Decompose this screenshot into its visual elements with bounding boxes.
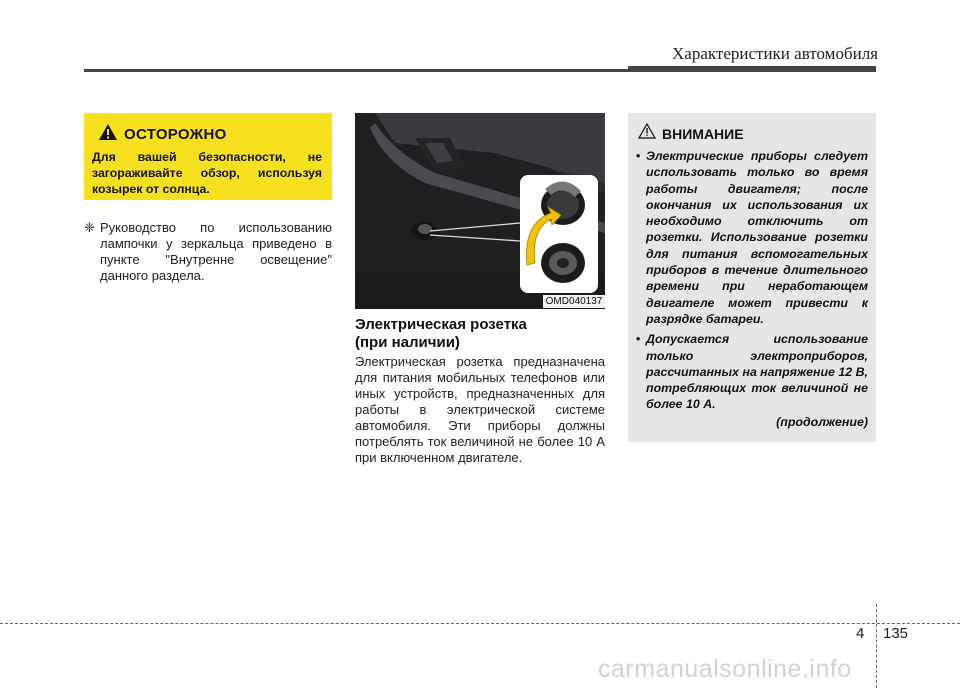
attention-item-text: Допускается использование только электроприборов, рассчитанных на напряжение 12 В, потребляющих ток величиной не более 10 А. bbox=[646, 332, 868, 412]
caution-title: ОСТОРОЖНО bbox=[124, 126, 227, 143]
attention-item bbox=[636, 148, 868, 327]
caution-box bbox=[84, 113, 332, 200]
continued-label: (продолжение) bbox=[776, 414, 868, 429]
section-title-line1: Электрическая розетка bbox=[355, 316, 527, 333]
warning-triangle-icon bbox=[98, 123, 118, 146]
attention-box bbox=[628, 113, 876, 442]
photo-code-label: OMD040137 bbox=[543, 295, 605, 308]
footer-rule bbox=[0, 623, 960, 624]
page-header-title: Характеристики автомобиля bbox=[672, 44, 878, 63]
watermark: carmanualsonline.info bbox=[598, 655, 852, 683]
note-symbol-icon: ❈ bbox=[84, 220, 95, 235]
warning-triangle-outline-icon bbox=[638, 123, 656, 144]
section-title-line2: (при наличии) bbox=[355, 334, 460, 351]
section-heading bbox=[355, 316, 605, 352]
header-rule-accent bbox=[628, 66, 876, 72]
note-paragraph bbox=[84, 220, 332, 284]
attention-item bbox=[636, 331, 868, 412]
attention-title: ВНИМАНИЕ bbox=[662, 125, 744, 142]
footer-vertical-rule bbox=[876, 604, 877, 688]
attention-item-text: Электрические приборы следует использовать только во время работы двигателя; после окончания их использования их необходимо отключить от розетки. Использование розетки для питания вспомогательных приборов в течение длительного времени при неработающем двигателе может привести к разрядке батареи. bbox=[646, 149, 868, 326]
section-body-text: Электрическая розетка предназначена для питания мобильных телефонов или иных устройств, предназначенных для работы в электрической системе автомобиля. Эти приборы должны потреблять ток величиной не более 10 А при включенном двигателе. bbox=[355, 354, 605, 465]
section-number: 4 bbox=[856, 625, 865, 642]
note-text: Руководство по использованию лампочки у зеркальца приведено в пункте "Внутренне освещение" данного раздела. bbox=[100, 220, 332, 283]
power-outlet-photo bbox=[355, 113, 605, 309]
bullet: • bbox=[636, 149, 641, 163]
caution-text: Для вашей безопасности, не загораживайте обзор, используя козырек от солнца. bbox=[92, 150, 322, 196]
page-number: 135 bbox=[883, 625, 909, 642]
bullet: • bbox=[636, 332, 641, 347]
caution-header bbox=[98, 123, 322, 146]
attention-header bbox=[638, 123, 868, 144]
